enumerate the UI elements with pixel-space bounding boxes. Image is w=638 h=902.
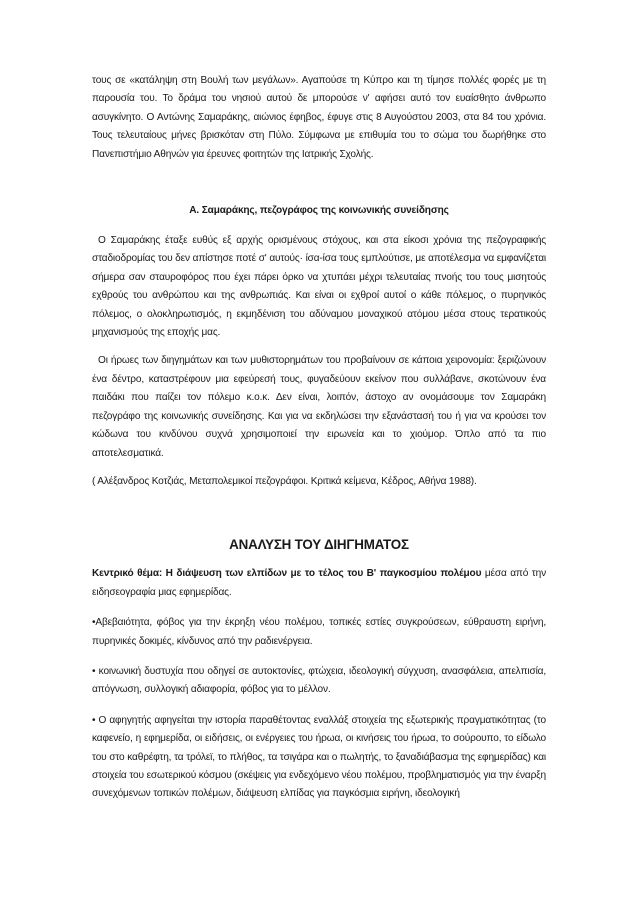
citation: ( Αλέξανδρος Κοτζιάς, Μεταπολεμικοί πεζογράφοι. Κριτικά κείμενα, Κέδρος, Αθήνα 1988). bbox=[92, 475, 477, 487]
intro-paragraph: τους σε «κατάληψη στη Βουλή των μεγάλων». Αγαπούσε τη Κύπρο και τη τίμησε πολλές φορές με τη παρουσία του. Το δράμα του νησιού αυτού δε μπορούσε ν' αφήσει αυτό τον ευαίσθητο άνθρωπο ασυγκίνητο. Ο Αντώνης Σαμαράκης, αιώνιος έφηβος, έφυγε στις 8 Αυγούστου 2003, στα 84 του χρόνια. Τους τελευταίους μήνες βρισκόταν στη Πύλο. Σύμφωνα με επιθυμία του το σώμα του δωρήθηκε στο Πανεπιστήμιο Αθηνών για έρευνες φοιτητών της Ιατρικής Σχολής. bbox=[92, 75, 546, 160]
central-theme-label: Κεντρικό θέμα: Η διάψευση των ελπίδων με το τέλος του Β' παγκοσμίου πολέμου bbox=[92, 568, 482, 580]
central-theme bbox=[92, 565, 546, 602]
bullet-uncertainty: •Αβεβαιότητα, φόβος για την έκρηξη νέου πολέμου, τοπικές εστίες συγκρούσεων, εύθραυστη ειρήνη, πυρηνικές δοκιμές, κίνδυνος από την ραδιενέργεια. bbox=[92, 617, 546, 647]
bullet-narration: • Ο αφηγητής αφηγείται την ιστορία παραθέτοντας εναλλάξ στοιχεία της εξωτερικής πραγματικότητας (το καφενείο, η εφημερίδα, οι ειδήσεις, οι ενέργειες του ήρωα, οι κινήσεις του ήρωα, το σούρουπο, το είδωλο του στο καθρέφτη, τα τρόλεϊ, το πλήθος, τα τσιγάρα και ο πωλητής, το ξαναδιάβασμα της εφημερίδας) και στοιχεία του εσωτερικού κόσμου (σκέψεις για ενδεχόμενο νέου πολέμου, προβληματισμός για την έναρξη συνεχόμενων τοπικών πολέμων, διάψευση ελπίδας για παγκόσμια ειρήνη, ιδεολογική bbox=[92, 714, 546, 800]
bullet-social-misery: • κοινωνική δυστυχία που οδηγεί σε αυτοκτονίες, φτώχεια, ιδεολογική σύγχυση, ανασφάλεια, απελπισία, απόγνωση, συλλογική αδιαφορία, φόβος για το μέλλον. bbox=[92, 665, 546, 696]
section-a-heading: Α. Σαμαράκης, πεζογράφος της κοινωνικής συνείδησης bbox=[189, 205, 449, 217]
central-theme-text: μέσα από την ειδησεογραφία μιας εφημερίδας. bbox=[92, 568, 546, 598]
section-a-paragraph-2: Οι ήρωες των διηγημάτων και των μυθιστορημάτων του προβαίνουν σε κάποια χειρονομία: ξεριζώνουν ένα δέντρο, καταστρέφουν μια εφεύρεσή τους, φυγαδεύουν εκείνον που συλλάβανε, σκοτώνουν ένα παιδάκι που παίζει τον πόλεμο κ.ο.κ. Δεν είναι, λοιπόν, άστοχο αν ονομάσουμε τον Σαμαράκη πεζογράφο της κοινωνικής συνείδησης. Και για να εκδηλώσει την εξανάστασή του ή για να κρούσει τον κώδωνα του κινδύνου συχνά χρησιμοποιεί την ειρωνεία και το χιούμορ. Όπλο από τα πιο αποτελεσματικά. bbox=[92, 355, 546, 459]
analysis-title: ΑΝΑΛΥΣΗ ΤΟΥ ΔΙΗΓΗΜΑΤΟΣ bbox=[229, 537, 409, 553]
section-a-paragraph-1: Ο Σαμαράκης έταξε ευθύς εξ αρχής ορισμένους στόχους, και στα είκοσι χρόνια της πεζογραφικής σταδιοδρομίας του δεν απίστησε ποτέ σ' αυτούς· ίσα-ίσα τους εμπλούτισε, με αποτέλεσμα να εμφανίζεται σήμερα σαν σταυροφόρος που έχει πάρει όρκο να χτυπάει μέχρι τελευταίας πνοής του τους μισητούς εχθρούς του ανθρώπου και της ανθρωπιάς. Και είναι οι εχθροί αυτοί ο κάθε πόλεμος, ο πυρηνικός πόλεμος, ο ολοκληρωτισμός, η εκμηδένιση του αδύναμου μοναχικού ατόμου μέσα στους τερατικούς μηχανισμούς της εποχής μας. bbox=[92, 235, 546, 339]
